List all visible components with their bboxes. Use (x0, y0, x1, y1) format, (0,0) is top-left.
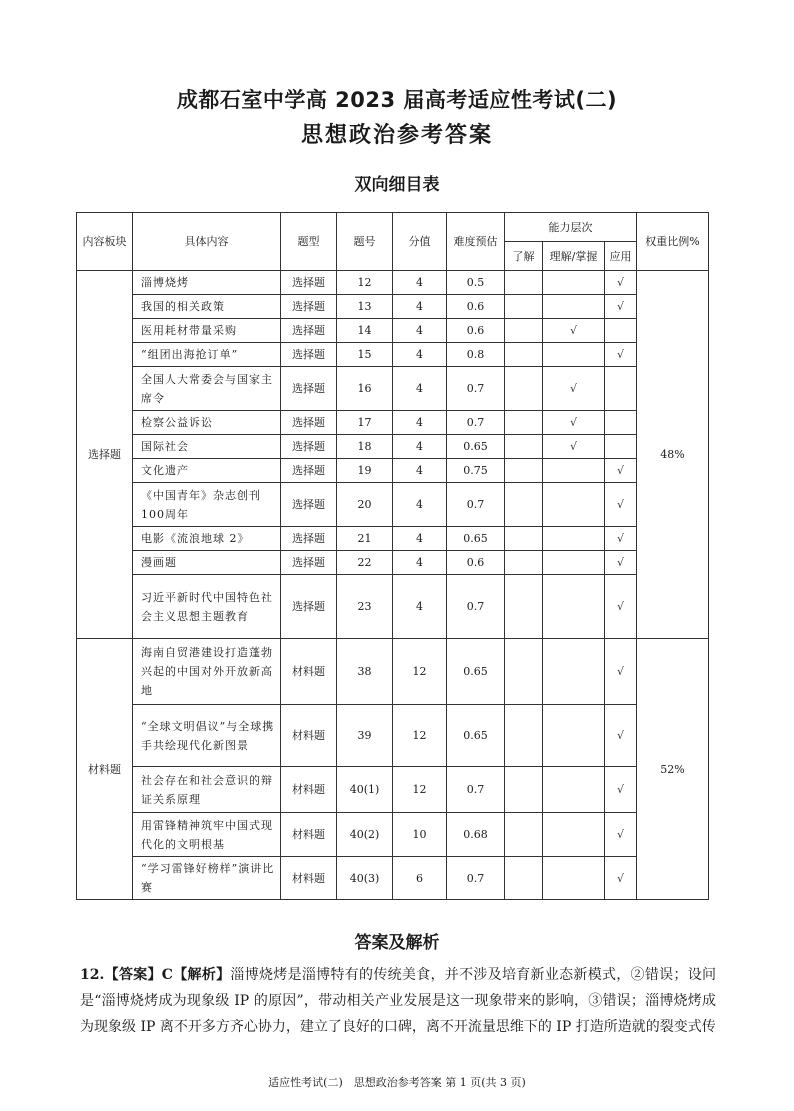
page-footer: 适应性考试(二) 思想政治参考答案 第 1 页(共 3 页) (268, 1076, 526, 1089)
ability-level-2-cell (543, 813, 605, 857)
ability-level-1-cell (505, 435, 543, 459)
content-cell: 文化遗产 (133, 459, 281, 483)
ability-level-1-cell (505, 459, 543, 483)
ability-level-1-cell (505, 319, 543, 343)
ability-level-1-cell (505, 343, 543, 367)
type-cell: 材料题 (281, 705, 337, 767)
content-cell: 漫画题 (133, 551, 281, 575)
ability-level-2-cell (543, 527, 605, 551)
table-row (77, 857, 709, 900)
ability-level-2-cell (543, 575, 605, 639)
header-weight: 权重比例% (637, 213, 709, 271)
content-cell: 医用耗材带量采购 (133, 319, 281, 343)
ability-level-2-cell (543, 319, 605, 343)
content-cell: “全球文明倡议”与全球携手共绘现代化新图景 (133, 705, 281, 767)
difficulty-cell: 0.7 (447, 367, 505, 411)
number-cell: 15 (337, 343, 393, 367)
type-cell: 材料题 (281, 813, 337, 857)
table-row (77, 319, 709, 343)
number-cell: 14 (337, 319, 393, 343)
check-mark-icon: √ (617, 300, 625, 313)
answer-q12-label: 【解析】 (172, 967, 231, 983)
score-cell: 4 (393, 411, 447, 435)
check-mark-icon: √ (617, 276, 625, 289)
ability-level-1-cell (505, 857, 543, 900)
ability-level-3-cell (605, 857, 637, 900)
content-cell: 海南自贸港建设打造蓬勃兴起的中国对外开放新高地 (133, 639, 281, 705)
number-cell: 16 (337, 367, 393, 411)
difficulty-cell: 0.65 (447, 435, 505, 459)
type-cell: 选择题 (281, 575, 337, 639)
answer-q12-prefix: 12.【答案】C (80, 967, 173, 983)
type-cell: 选择题 (281, 367, 337, 411)
ability-level-2-cell (543, 705, 605, 767)
difficulty-cell: 0.8 (447, 343, 505, 367)
difficulty-cell: 0.6 (447, 295, 505, 319)
ability-level-2-cell (543, 367, 605, 411)
check-mark-icon: √ (617, 665, 625, 678)
table-row (77, 551, 709, 575)
weight-cell: 52% (637, 639, 709, 900)
content-cell: 国际社会 (133, 435, 281, 459)
number-cell: 18 (337, 435, 393, 459)
check-mark-icon: √ (617, 464, 625, 477)
number-cell: 13 (337, 295, 393, 319)
ability-level-2-cell (543, 767, 605, 813)
header-content: 具体内容 (133, 213, 281, 271)
number-cell: 12 (337, 271, 393, 295)
type-cell: 选择题 (281, 483, 337, 527)
difficulty-cell: 0.7 (447, 575, 505, 639)
ability-level-1-cell (505, 639, 543, 705)
header-ability-understand: 了解 (505, 242, 543, 271)
ability-level-3-cell (605, 295, 637, 319)
difficulty-cell: 0.65 (447, 527, 505, 551)
ability-level-3-cell (605, 411, 637, 435)
specification-table (76, 212, 709, 900)
type-cell: 材料题 (281, 767, 337, 813)
type-cell: 选择题 (281, 343, 337, 367)
ability-level-2-cell (543, 551, 605, 575)
ability-level-1-cell (505, 411, 543, 435)
ability-level-3-cell (605, 575, 637, 639)
ability-level-1-cell (505, 767, 543, 813)
answer-subtitle: 思想政治参考答案 (300, 123, 493, 148)
ability-level-1-cell (505, 295, 543, 319)
content-cell: “学习雷锋好榜样”演讲比赛 (133, 857, 281, 900)
content-cell: 《中国青年》杂志创刊100周年 (133, 483, 281, 527)
ability-level-2-cell (543, 459, 605, 483)
difficulty-cell: 0.65 (447, 705, 505, 767)
header-score: 分值 (393, 213, 447, 271)
table-row (77, 813, 709, 857)
score-cell: 4 (393, 575, 447, 639)
content-cell: 我国的相关政策 (133, 295, 281, 319)
difficulty-cell: 0.68 (447, 813, 505, 857)
ability-level-1-cell (505, 551, 543, 575)
check-mark-icon: √ (569, 416, 577, 429)
number-cell: 40(1) (337, 767, 393, 813)
ability-level-1-cell (505, 527, 543, 551)
ability-level-3-cell (605, 367, 637, 411)
score-cell: 4 (393, 271, 447, 295)
type-cell: 选择题 (281, 459, 337, 483)
check-mark-icon: √ (569, 440, 577, 453)
ability-level-3-cell (605, 435, 637, 459)
ability-level-3-cell (605, 319, 637, 343)
difficulty-cell: 0.65 (447, 639, 505, 705)
table-row (77, 639, 709, 705)
number-cell: 20 (337, 483, 393, 527)
ability-level-3-cell (605, 705, 637, 767)
ability-level-3-cell (605, 639, 637, 705)
score-cell: 12 (393, 705, 447, 767)
ability-level-2-cell (543, 639, 605, 705)
ability-level-1-cell (505, 575, 543, 639)
ability-level-2-cell (543, 435, 605, 459)
table-row (77, 295, 709, 319)
header-ability-apply: 应用 (605, 242, 637, 271)
answer-q12-text: 淄博烧烤是淄博特有的传统美食，并不涉及培育新业态新模式，②错误；设问是“淄博烧烤成为现象级 IP 的原因”，带动相关产业发展是这一现象带来的影响，③错误；淄博烧烤成为现象级 IP 离不开多方齐心协力，建立了良好的口碑，离不开流量思维下的 IP 打造所造就的裂变式传 (80, 967, 717, 1035)
ability-level-1-cell (505, 705, 543, 767)
score-cell: 4 (393, 483, 447, 527)
difficulty-cell: 0.5 (447, 271, 505, 295)
difficulty-cell: 0.7 (447, 411, 505, 435)
type-cell: 选择题 (281, 551, 337, 575)
score-cell: 4 (393, 459, 447, 483)
table-row (77, 459, 709, 483)
check-mark-icon: √ (569, 324, 577, 337)
score-cell: 4 (393, 527, 447, 551)
check-mark-icon: √ (617, 783, 625, 796)
ability-level-2-cell (543, 271, 605, 295)
exam-title: 成都石室中学高 2023 届高考适应性考试(二) (176, 88, 618, 112)
check-mark-icon: √ (617, 556, 625, 569)
type-cell: 选择题 (281, 435, 337, 459)
ability-level-1-cell (505, 271, 543, 295)
content-cell: “组团出海抢订单” (133, 343, 281, 367)
type-cell: 选择题 (281, 295, 337, 319)
type-cell: 选择题 (281, 527, 337, 551)
table-row (77, 483, 709, 527)
ability-level-3-cell (605, 527, 637, 551)
ability-level-1-cell (505, 367, 543, 411)
table-title: 双向细目表 (354, 175, 440, 195)
score-cell: 4 (393, 343, 447, 367)
table-row (77, 767, 709, 813)
content-cell: 习近平新时代中国特色社会主义思想主题教育 (133, 575, 281, 639)
check-mark-icon: √ (617, 871, 625, 885)
ability-level-3-cell (605, 483, 637, 527)
header-number: 题号 (337, 213, 393, 271)
section-name-cell: 材料题 (77, 639, 133, 900)
table-row (77, 435, 709, 459)
score-cell: 4 (393, 319, 447, 343)
type-cell: 选择题 (281, 271, 337, 295)
ability-level-3-cell (605, 343, 637, 367)
table-row (77, 343, 709, 367)
number-cell: 17 (337, 411, 393, 435)
answers-title: 答案及解析 (354, 933, 440, 953)
difficulty-cell: 0.7 (447, 857, 505, 900)
check-mark-icon: √ (617, 498, 625, 511)
check-mark-icon: √ (617, 828, 625, 841)
header-ability: 能力层次 (505, 213, 637, 242)
type-cell: 选择题 (281, 319, 337, 343)
section-name-cell: 选择题 (77, 271, 133, 639)
table-body (77, 271, 709, 900)
check-mark-icon: √ (617, 532, 625, 545)
ability-level-3-cell (605, 813, 637, 857)
difficulty-cell: 0.7 (447, 767, 505, 813)
weight-cell: 48% (637, 271, 709, 639)
score-cell: 4 (393, 295, 447, 319)
score-cell: 12 (393, 639, 447, 705)
score-cell: 4 (393, 367, 447, 411)
difficulty-cell: 0.6 (447, 551, 505, 575)
ability-level-3-cell (605, 551, 637, 575)
number-cell: 22 (337, 551, 393, 575)
check-mark-icon: √ (617, 348, 625, 361)
number-cell: 38 (337, 639, 393, 705)
content-cell: 社会存在和社会意识的辩证关系原理 (133, 767, 281, 813)
ability-level-3-cell (605, 271, 637, 295)
type-cell: 材料题 (281, 639, 337, 705)
check-mark-icon: √ (569, 382, 577, 395)
content-cell: 淄博烧烤 (133, 271, 281, 295)
table-row (77, 575, 709, 639)
score-cell: 4 (393, 551, 447, 575)
ability-level-1-cell (505, 483, 543, 527)
number-cell: 39 (337, 705, 393, 767)
score-cell: 6 (393, 857, 447, 900)
table-row (77, 271, 709, 295)
answer-q12 (80, 962, 716, 1040)
header-ability-master: 理解/掌握 (543, 242, 605, 271)
number-cell: 40(2) (337, 813, 393, 857)
ability-level-2-cell (543, 295, 605, 319)
ability-level-2-cell (543, 343, 605, 367)
table-row (77, 527, 709, 551)
difficulty-cell: 0.7 (447, 483, 505, 527)
ability-level-2-cell (543, 857, 605, 900)
type-cell: 材料题 (281, 857, 337, 900)
ability-level-2-cell (543, 411, 605, 435)
score-cell: 12 (393, 767, 447, 813)
check-mark-icon: √ (617, 600, 625, 613)
header-difficulty: 难度预估 (447, 213, 505, 271)
score-cell: 4 (393, 435, 447, 459)
number-cell: 23 (337, 575, 393, 639)
table-row (77, 367, 709, 411)
ability-level-2-cell (543, 483, 605, 527)
header-section: 内容板块 (77, 213, 133, 271)
number-cell: 40(3) (337, 857, 393, 900)
type-cell: 选择题 (281, 411, 337, 435)
ability-level-3-cell (605, 767, 637, 813)
content-cell: 用雷锋精神筑牢中国式现代化的文明根基 (133, 813, 281, 857)
header-type: 题型 (281, 213, 337, 271)
ability-level-1-cell (505, 813, 543, 857)
content-cell: 全国人大常委会与国家主席令 (133, 367, 281, 411)
content-cell: 电影《流浪地球 2》 (133, 527, 281, 551)
number-cell: 21 (337, 527, 393, 551)
check-mark-icon: √ (617, 729, 625, 742)
table-row (77, 411, 709, 435)
content-cell: 检察公益诉讼 (133, 411, 281, 435)
table-row (77, 705, 709, 767)
number-cell: 19 (337, 459, 393, 483)
difficulty-cell: 0.75 (447, 459, 505, 483)
score-cell: 10 (393, 813, 447, 857)
ability-level-3-cell (605, 459, 637, 483)
difficulty-cell: 0.6 (447, 319, 505, 343)
